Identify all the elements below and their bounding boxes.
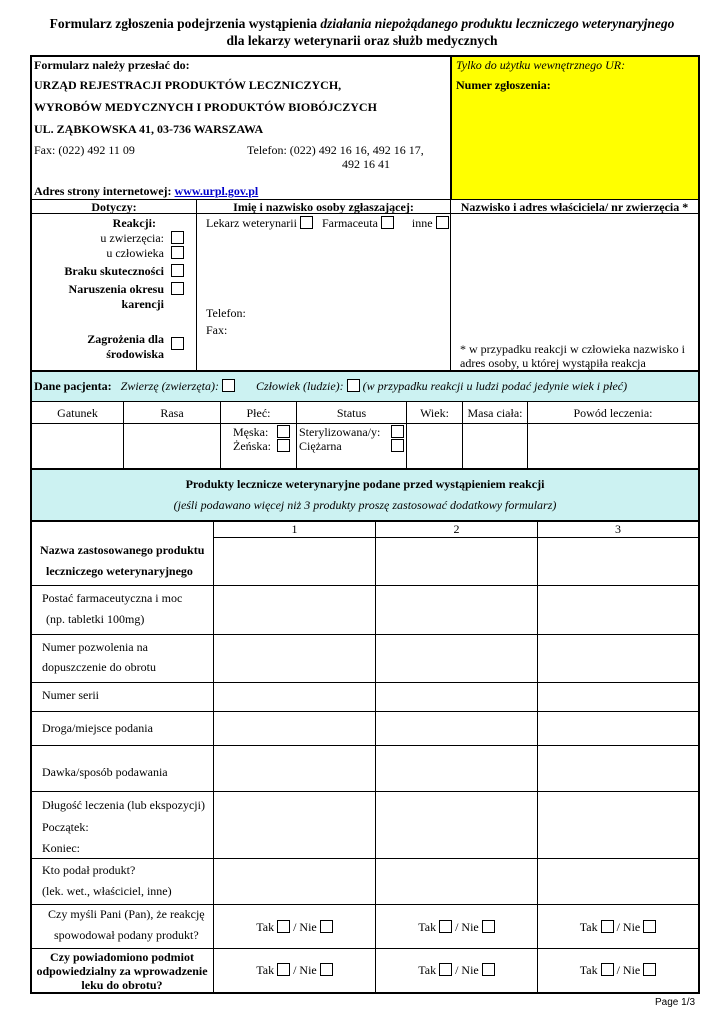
yes-checkbox[interactable] xyxy=(601,963,614,976)
border xyxy=(30,585,700,586)
end-label: Koniec: xyxy=(42,841,80,855)
pregnant-checkbox[interactable] xyxy=(391,439,404,452)
product-col-2: 2 xyxy=(453,522,460,536)
no-checkbox[interactable] xyxy=(643,920,656,933)
causality-yes-no-3: Tak / Nie xyxy=(538,920,698,935)
who-administered-label: Kto podał produkt? xyxy=(42,863,136,877)
product-col-3: 3 xyxy=(615,522,621,536)
lack-efficacy-option: Braku skuteczności xyxy=(64,264,164,278)
border xyxy=(450,199,451,370)
report-number-label: Numer zgłoszenia: xyxy=(456,78,551,92)
withdrawal-violation-checkbox[interactable] xyxy=(171,282,184,295)
mah-notified-question: odpowiedzialny za wprowadzenie xyxy=(36,964,208,978)
send-to-label: Formularz należy przesłać do: xyxy=(34,58,190,72)
col-weight: Masa ciała: xyxy=(467,406,523,420)
border xyxy=(196,199,197,370)
col-status: Status xyxy=(336,406,367,420)
phone-numbers: Telefon: (022) 492 16 16, 492 16 17, xyxy=(247,143,424,157)
reporter-header: Imię i nazwisko osoby zgłaszającej: xyxy=(233,200,414,214)
patient-data-row: Dane pacjenta: Zwierzę (zwierzęta): Człowiek (ludzie): (w przypadku reakcji u ludzi podać jedynie wiek i płeć) xyxy=(34,379,628,393)
reporter-fax-label: Fax: xyxy=(206,323,228,337)
causality-yes-no-2: Tak / Nie xyxy=(376,920,537,935)
owner-note: * w przypadku reakcji w człowieka nazwisko i xyxy=(460,342,685,356)
sterilized-checkbox[interactable] xyxy=(391,425,404,438)
animal-reaction-checkbox[interactable] xyxy=(171,231,184,244)
fax-number: Fax: (022) 492 11 09 xyxy=(34,143,135,157)
product-col-1: 1 xyxy=(291,522,298,536)
causality-question: Czy myśli Pani (Pan), że reakcję xyxy=(48,907,205,921)
concerns-header: Dotyczy: xyxy=(91,200,137,214)
form-strength-label: Postać farmaceutyczna i moc xyxy=(42,591,183,605)
withdrawal-violation-option: Naruszenia okresu xyxy=(68,282,164,296)
products-heading: Produkty lecznicze weterynaryjne podane przed wystąpieniem reakcji xyxy=(185,477,545,491)
patient-animal-checkbox[interactable] xyxy=(222,379,235,392)
yes-checkbox[interactable] xyxy=(439,963,452,976)
permit-number-label: Numer pozwolenia na xyxy=(42,640,148,654)
product-name-label: Nazwa zastosowanego produktu xyxy=(40,543,205,557)
vet-checkbox[interactable] xyxy=(300,216,313,229)
lack-efficacy-checkbox[interactable] xyxy=(171,264,184,277)
no-checkbox[interactable] xyxy=(643,963,656,976)
male-option: Męska: xyxy=(233,425,269,439)
notified-yes-no-3: Tak / Nie xyxy=(538,963,698,978)
duration-label: Długość leczenia (lub ekspozycji) xyxy=(42,798,205,812)
product-name-label: leczniczego weterynaryjnego xyxy=(46,564,193,578)
col-species: Gatunek xyxy=(57,406,98,420)
col-breed: Rasa xyxy=(160,406,184,420)
no-checkbox[interactable] xyxy=(482,963,495,976)
address-line: UL. ZĄBKOWSKA 41, 03-736 WARSZAWA xyxy=(34,122,264,136)
yes-checkbox[interactable] xyxy=(277,920,290,933)
border xyxy=(30,745,700,746)
address-line: WYROBÓW MEDYCZNYCH I PRODUKTÓW BIOBÓJCZYCH xyxy=(34,100,377,114)
no-checkbox[interactable] xyxy=(320,963,333,976)
col-age: Wiek: xyxy=(420,406,449,420)
phone-numbers: 492 16 41 xyxy=(342,157,390,171)
female-checkbox[interactable] xyxy=(277,439,290,452)
withdrawal-violation-option: karencji xyxy=(121,297,164,311)
permit-number-label: dopuszczenie do obrotu xyxy=(42,660,156,674)
yes-checkbox[interactable] xyxy=(601,920,614,933)
website-link[interactable]: www.urpl.gov.pl xyxy=(174,184,259,198)
mah-notified-question: Czy powiadomiono podmiot xyxy=(49,950,195,964)
border xyxy=(30,423,700,424)
col-sex: Płeć: xyxy=(246,406,271,420)
border xyxy=(30,948,700,949)
owner-header: Nazwisko i adres właściciela/ nr zwierzęcia * xyxy=(460,200,689,214)
no-checkbox[interactable] xyxy=(320,920,333,933)
animal-reaction-option: u zwierzęcia: xyxy=(100,231,164,245)
sterilized-option: Sterylizowana/y: xyxy=(299,425,381,439)
causality-question: spowodował podany produkt? xyxy=(54,928,199,942)
female-option: Żeńska: xyxy=(233,439,271,453)
who-administered-label: (lek. wet., właściciel, inne) xyxy=(42,884,172,898)
start-label: Początek: xyxy=(42,820,89,834)
route-label: Droga/miejsce podania xyxy=(42,721,153,735)
environment-risk-checkbox[interactable] xyxy=(171,337,184,350)
reporter-phone-label: Telefon: xyxy=(206,306,246,320)
reactions-label: Reakcji: xyxy=(112,216,156,230)
reporter-options: Lekarz weterynarii Farmaceuta inne xyxy=(206,216,449,231)
notified-yes-no-1: Tak / Nie xyxy=(214,963,375,978)
male-checkbox[interactable] xyxy=(277,425,290,438)
border xyxy=(213,537,700,538)
border xyxy=(30,682,700,683)
mah-notified-question: leku do obrotu? xyxy=(81,978,163,992)
website: Adres strony internetowej: www.urpl.gov.pl xyxy=(34,184,259,198)
human-reaction-checkbox[interactable] xyxy=(171,246,184,259)
causality-yes-no-1: Tak / Nie xyxy=(214,920,375,935)
border xyxy=(30,791,700,792)
border xyxy=(30,468,700,470)
patient-human-checkbox[interactable] xyxy=(347,379,360,392)
form-strength-label: (np. tabletki 100mg) xyxy=(46,612,145,626)
notified-yes-no-2: Tak / Nie xyxy=(376,963,537,978)
other-checkbox[interactable] xyxy=(436,216,449,229)
dose-label: Dawka/sposób podawania xyxy=(42,765,168,779)
environment-risk-option: środowiska xyxy=(106,347,164,361)
page-number: Page 1/3 xyxy=(655,997,696,1008)
form-title-line1: Formularz zgłoszenia podejrzenia wystąpienia działania niepożądanego produktu leczniczego weterynaryjnego xyxy=(49,16,675,31)
border xyxy=(698,55,700,994)
border xyxy=(30,55,700,57)
form-title-line2: dla lekarzy weterynarii oraz służb medycznych xyxy=(226,33,498,48)
border xyxy=(30,634,700,635)
pregnant-option: Ciężarna xyxy=(299,439,342,453)
internal-use-note: Tylko do użytku wewnętrznego UR: xyxy=(456,58,626,72)
address-line: URZĄD REJESTRACJI PRODUKTÓW LECZNICZYCH, xyxy=(34,78,342,92)
pharmacist-checkbox[interactable] xyxy=(381,216,394,229)
border xyxy=(30,711,700,712)
no-checkbox[interactable] xyxy=(482,920,495,933)
border xyxy=(30,55,32,994)
environment-risk-option: Zagrożenia dla xyxy=(87,332,164,346)
human-reaction-option: u człowieka xyxy=(106,246,164,260)
yes-checkbox[interactable] xyxy=(277,963,290,976)
yes-checkbox[interactable] xyxy=(439,920,452,933)
border xyxy=(30,858,700,859)
products-subheading: (jeśli podawano więcej niż 3 produkty proszę zastosować dodatkowy formularz) xyxy=(173,498,557,512)
col-reason: Powód leczenia: xyxy=(573,406,653,420)
owner-note: adres osoby, u której wystąpiła reakcja xyxy=(460,356,646,370)
border xyxy=(450,55,452,200)
batch-number-label: Numer serii xyxy=(42,688,99,702)
border xyxy=(30,401,700,402)
border xyxy=(30,904,700,905)
